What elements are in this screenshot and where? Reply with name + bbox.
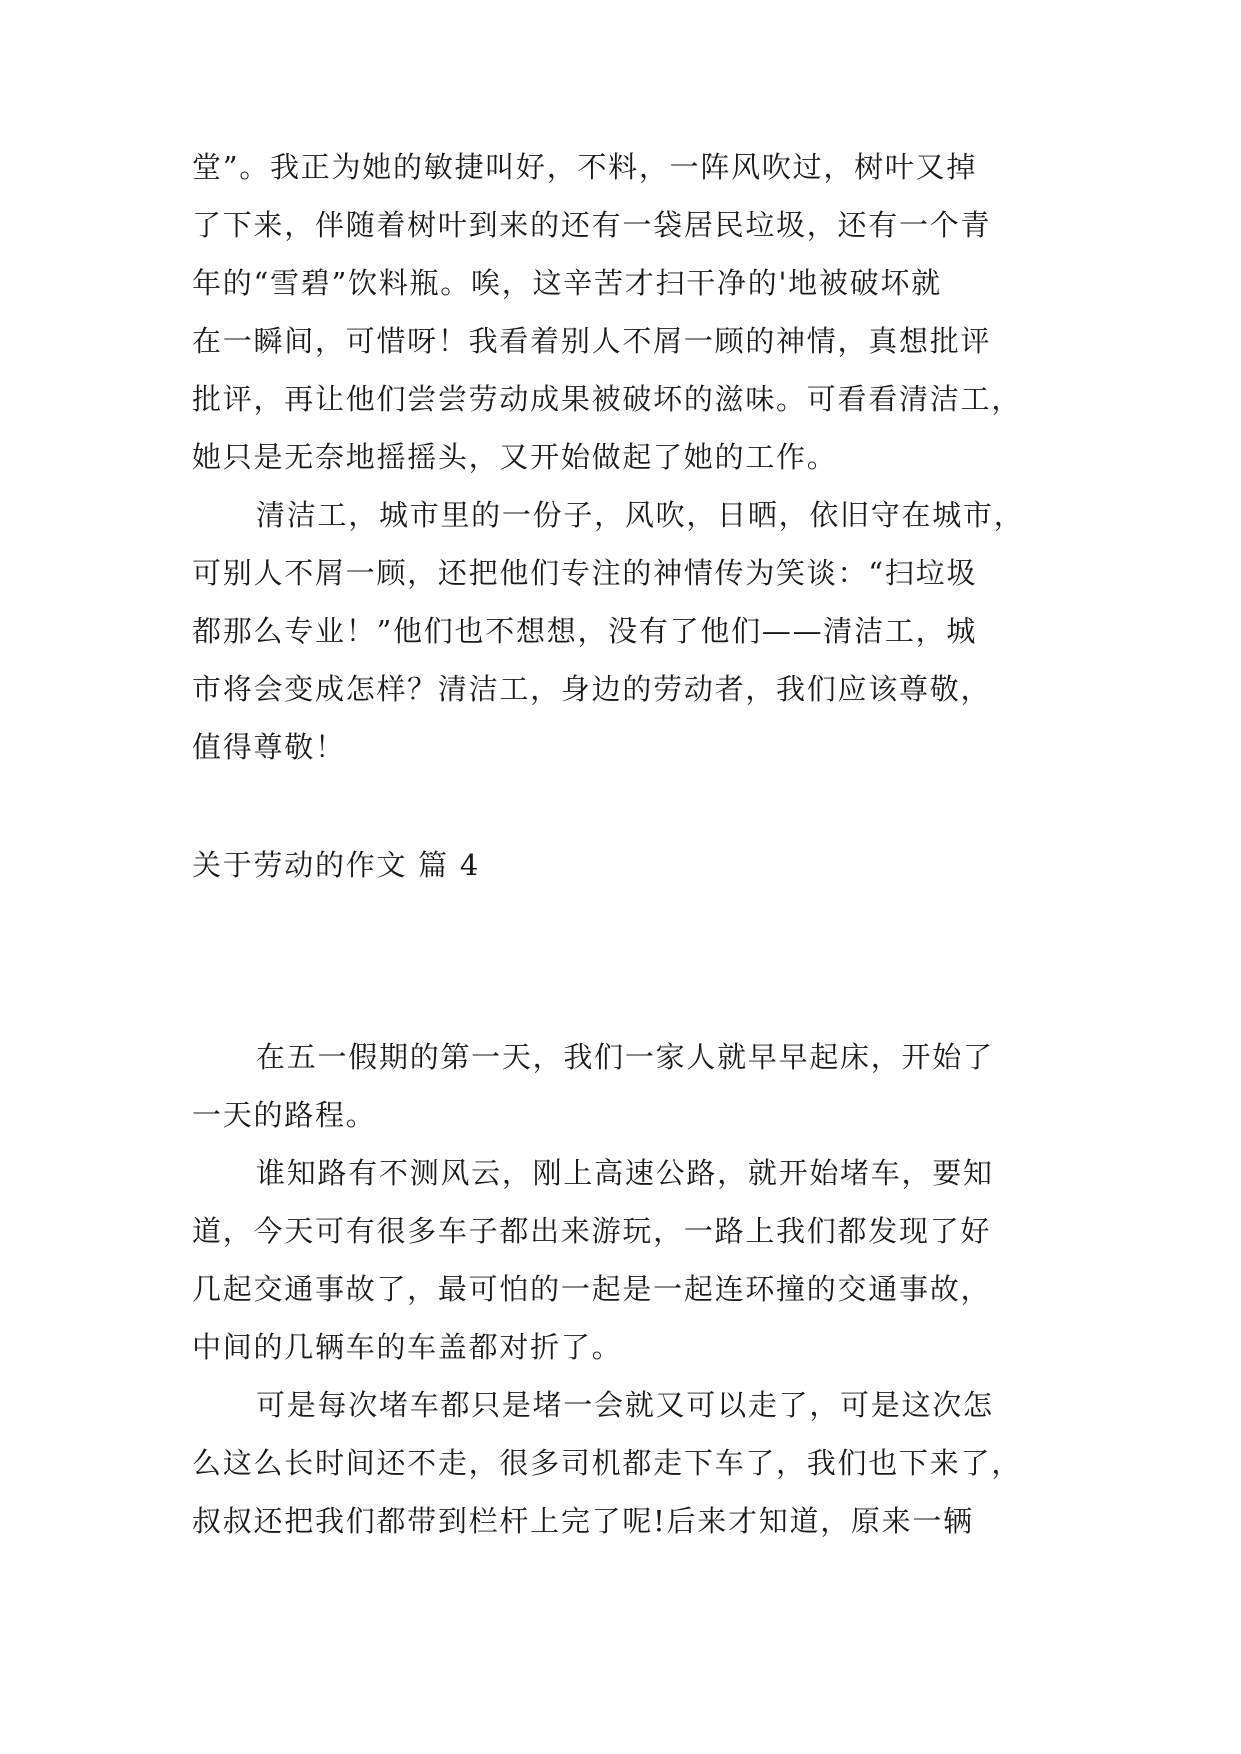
paragraph-line: 值得尊敬！ <box>192 730 346 764</box>
paragraph-line: 几起交通事故了，最可怕的一起是一起连环撞的交通事故， <box>192 1272 992 1306</box>
paragraph-line: 可别人不屑一顾，还把他们专注的神情传为笑谈：“扫垃圾 <box>192 556 978 590</box>
paragraph-line: 一天的路程。 <box>192 1098 377 1132</box>
paragraph-line: 堂”。我正为她的敏捷叫好，不料，一阵风吹过，树叶又掉 <box>192 150 978 184</box>
paragraph-line: 在一瞬间，可惜呀！我看着别人不屑一顾的神情，真想批评 <box>192 324 992 358</box>
paragraph-line: 中间的几辆车的车盖都对折了。 <box>192 1330 623 1364</box>
paragraph-line: 在五一假期的第一天，我们一家人就早早起床，开始了 <box>256 1040 994 1074</box>
paragraph-line: 她只是无奈地摇摇头，又开始做起了她的工作。 <box>192 440 838 474</box>
paragraph-line: 批评，再让他们尝尝劳动成果被破坏的滋味。可看看清洁工， <box>192 382 1022 416</box>
paragraph-line: 么这么长时间还不走，很多司机都走下车了，我们也下来了， <box>192 1446 1022 1480</box>
paragraph-1 <box>192 138 1072 486</box>
paragraph-line: 道，今天可有很多车子都出来游玩，一路上我们都发现了好 <box>192 1214 992 1248</box>
section-heading: 关于劳动的作文 篇 4 <box>192 848 481 882</box>
paragraph-2 <box>192 486 1072 776</box>
paragraph-4 <box>192 1144 1072 1376</box>
paragraph-3 <box>192 1028 1072 1144</box>
paragraph-line: 年的“雪碧”饮料瓶。唉，这辛苦才扫干净的'地被破坏就 <box>192 266 942 300</box>
paragraph-5 <box>192 1376 1072 1550</box>
paragraph-line: 了下来，伴随着树叶到来的还有一袋居民垃圾，还有一个青 <box>192 208 992 242</box>
paragraph-line: 市将会变成怎样？清洁工，身边的劳动者，我们应该尊敬， <box>192 672 992 706</box>
paragraph-line: 可是每次堵车都只是堵一会就又可以走了，可是这次怎 <box>256 1388 994 1422</box>
paragraph-line: 清洁工，城市里的一份子，风吹，日晒，依旧守在城市， <box>256 498 1025 532</box>
paragraph-line: 谁知路有不测风云，刚上高速公路，就开始堵车，要知 <box>256 1156 994 1190</box>
paragraph-line: 都那么专业！”他们也不想想，没有了他们——清洁工，城 <box>192 614 978 648</box>
paragraph-line: 叔叔还把我们都带到栏杆上完了呢!后来才知道，原来一辆 <box>192 1504 974 1538</box>
